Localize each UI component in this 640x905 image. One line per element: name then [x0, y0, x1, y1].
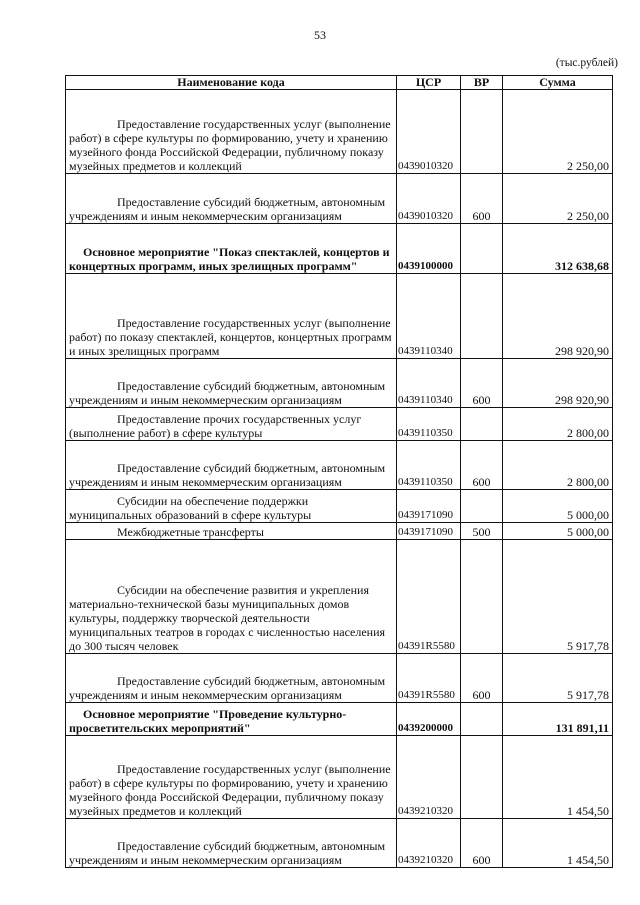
name-cell: Межбюджетные трансферты [66, 523, 397, 540]
sum-cell: 1 454,50 [503, 736, 613, 819]
table-row [66, 523, 613, 540]
table-header-row [66, 76, 613, 90]
name-cell: Субсидии на обеспечение развития и укрепления материально-технической базы муниципальных домов культуры, поддержку творческой деятельности муниципальных театров в городах с численностью населения до 300 тысяч человек [66, 540, 397, 654]
name-cell: Предоставление субсидий бюджетным, автономным учреждениям и иным некоммерческим организациям [66, 174, 397, 224]
table-row [66, 703, 613, 736]
csr-cell: 0439110350 [397, 408, 461, 441]
table-row [66, 274, 613, 359]
vr-cell [461, 224, 503, 274]
vr-cell: 500 [461, 523, 503, 540]
sum-cell: 1 454,50 [503, 819, 613, 868]
name-cell: Основное мероприятие "Проведение культурно-просветительских мероприятий" [66, 703, 397, 736]
table-row [66, 441, 613, 490]
sum-cell: 5 000,00 [503, 523, 613, 540]
csr-cell: 0439110340 [397, 359, 461, 408]
name-cell: Субсидии на обеспечение поддержки муниципальных образований в сфере культуры [66, 490, 397, 523]
csr-cell: 0439110340 [397, 274, 461, 359]
name-cell: Предоставление государственных услуг (выполнение работ) в сфере культуры по формированию, учету и хранению музейного фонда Российской Федерации, публичному показу музейных предметов и коллекций [66, 90, 397, 174]
csr-cell: 04391R5580 [397, 540, 461, 654]
vr-cell: 600 [461, 819, 503, 868]
csr-cell: 0439010320 [397, 90, 461, 174]
csr-cell: 0439200000 [397, 703, 461, 736]
sum-cell: 298 920,90 [503, 359, 613, 408]
sum-cell: 5 917,78 [503, 654, 613, 703]
table-row [66, 90, 613, 174]
csr-cell: 0439100000 [397, 224, 461, 274]
name-cell: Предоставление субсидий бюджетным, автономным учреждениям и иным некоммерческим организациям [66, 441, 397, 490]
vr-cell: 600 [461, 654, 503, 703]
name-cell: Предоставление государственных услуг (выполнение работ) в сфере культуры по формированию, учету и хранению музейного фонда Российской Федерации, публичному показу музейных предметов и коллекций [66, 736, 397, 819]
header-name: Наименование кода [66, 76, 397, 90]
table-row [66, 654, 613, 703]
vr-cell: 600 [461, 174, 503, 224]
table-row [66, 819, 613, 868]
vr-cell: 600 [461, 441, 503, 490]
name-cell: Предоставление прочих государственных услуг (выполнение работ) в сфере культуры [66, 408, 397, 441]
name-cell: Основное мероприятие "Показ спектаклей, концертов и концертных программ, иных зрелищных программ" [66, 224, 397, 274]
csr-cell: 0439210320 [397, 736, 461, 819]
header-sum: Сумма [503, 76, 613, 90]
sum-cell: 2 800,00 [503, 441, 613, 490]
vr-cell [461, 736, 503, 819]
vr-cell [461, 703, 503, 736]
units-label: (тыс.рублей) [555, 57, 618, 69]
table-row [66, 736, 613, 819]
sum-cell: 312 638,68 [503, 224, 613, 274]
table-row [66, 174, 613, 224]
vr-cell [461, 408, 503, 441]
csr-cell: 0439171090 [397, 523, 461, 540]
header-csr: ЦСР [397, 76, 461, 90]
sum-cell: 5 000,00 [503, 490, 613, 523]
sum-cell: 2 250,00 [503, 90, 613, 174]
name-cell: Предоставление государственных услуг (выполнение работ) по показу спектаклей, концертов, концертных программ и иных зрелищных программ [66, 274, 397, 359]
table-row [66, 408, 613, 441]
budget-table [65, 75, 613, 868]
sum-cell: 5 917,78 [503, 540, 613, 654]
csr-cell: 0439171090 [397, 490, 461, 523]
name-cell: Предоставление субсидий бюджетным, автономным учреждениям и иным некоммерческим организациям [66, 654, 397, 703]
table-row [66, 359, 613, 408]
vr-cell [461, 540, 503, 654]
vr-cell [461, 90, 503, 174]
name-cell: Предоставление субсидий бюджетным, автономным учреждениям и иным некоммерческим организациям [66, 819, 397, 868]
sum-cell: 131 891,11 [503, 703, 613, 736]
page-number: 53 [314, 28, 326, 42]
sum-cell: 298 920,90 [503, 274, 613, 359]
vr-cell: 600 [461, 359, 503, 408]
csr-cell: 0439010320 [397, 174, 461, 224]
vr-cell [461, 274, 503, 359]
csr-cell: 04391R5580 [397, 654, 461, 703]
csr-cell: 0439110350 [397, 441, 461, 490]
sum-cell: 2 250,00 [503, 174, 613, 224]
table-row [66, 224, 613, 274]
table-row [66, 490, 613, 523]
csr-cell: 0439210320 [397, 819, 461, 868]
header-vr: ВР [461, 76, 503, 90]
sum-cell: 2 800,00 [503, 408, 613, 441]
vr-cell [461, 490, 503, 523]
table-row [66, 540, 613, 654]
name-cell: Предоставление субсидий бюджетным, автономным учреждениям и иным некоммерческим организациям [66, 359, 397, 408]
